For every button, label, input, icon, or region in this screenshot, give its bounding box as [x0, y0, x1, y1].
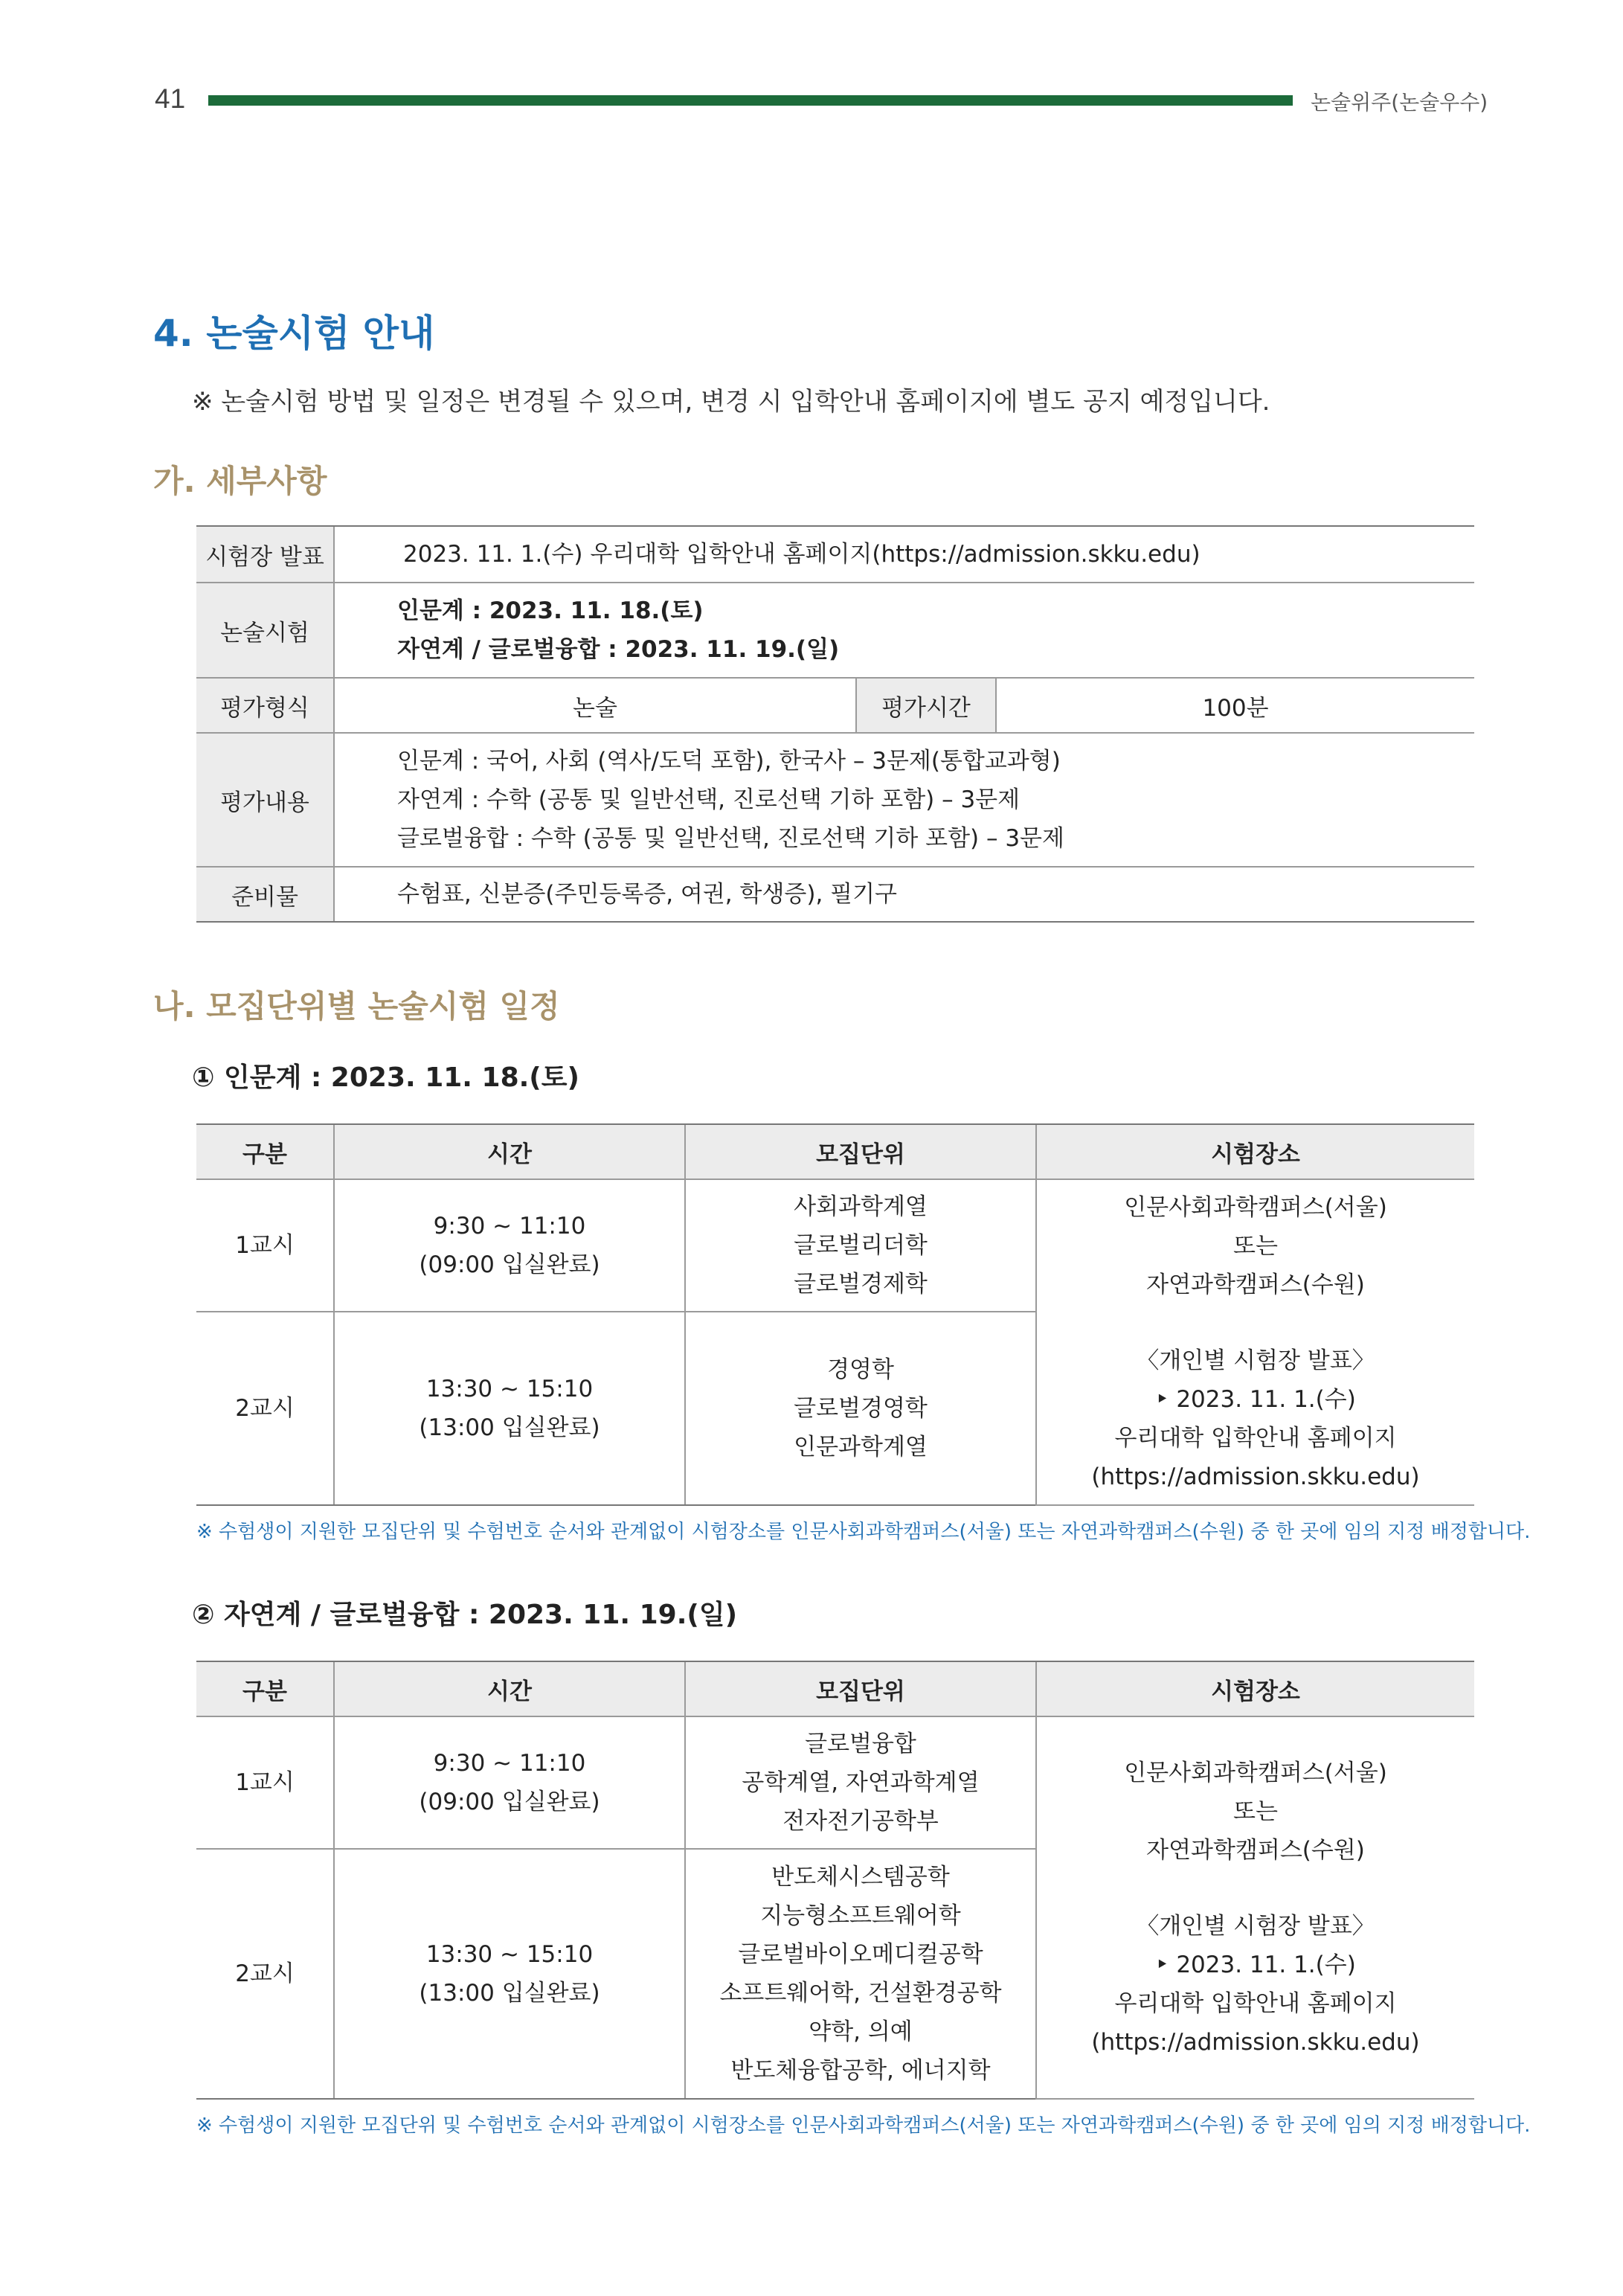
- time-label: 평가시간: [856, 678, 996, 733]
- period-units: [685, 1849, 1036, 2099]
- section-title: 4. 논술시험 안내: [153, 312, 435, 355]
- time-range: 13:30 ~ 15:10: [425, 1376, 594, 1402]
- entry-time: (09:00 입실완료): [419, 1789, 600, 1815]
- unit-item: 소프트웨어학, 건설환경공학: [719, 1980, 1002, 2007]
- time-range: 13:30 ~ 15:10: [425, 1941, 594, 1968]
- unit-item: 약학, 의예: [809, 2018, 913, 2045]
- unit-item: 인문과학계열: [794, 1434, 928, 1460]
- unit-item: 전자전기공학부: [782, 1808, 939, 1835]
- period-label: 1교시: [196, 1716, 334, 1849]
- time-range: 9:30 ~ 11:10: [433, 1213, 586, 1240]
- page-number: 41: [155, 83, 186, 114]
- format-value: 논술: [334, 678, 856, 733]
- place-line: ‣ 2023. 11. 1.(수): [1155, 1952, 1356, 1978]
- place-line: 우리대학 입학안내 홈페이지: [1114, 1990, 1397, 2017]
- place-line: 자연과학캠퍼스(수원): [1146, 1837, 1365, 1864]
- table-header-row: [196, 1661, 1474, 1716]
- content-science: 자연계 : 수학 (공통 및 일반선택, 진로선택 기하 포함) – 3문제: [397, 786, 1021, 813]
- spacer: [1037, 1304, 1474, 1341]
- humanities-schedule-title: ① 인문계 : 2023. 11. 18.(토): [192, 1062, 579, 1093]
- exam-value: [334, 583, 1474, 678]
- col-time: 시간: [334, 1124, 685, 1179]
- exam-place: [1036, 1179, 1474, 1505]
- science-schedule-title: ② 자연계 / 글로벌융합 : 2023. 11. 19.(일): [192, 1600, 738, 1630]
- table-row: [196, 526, 1474, 583]
- place-line: 우리대학 입학안내 홈페이지: [1114, 1425, 1397, 1452]
- exam-science-date: 자연계 / 글로벌융합 : 2023. 11. 19.(일): [397, 636, 840, 663]
- content-label: 평가내용: [196, 733, 334, 867]
- announce-label: 시험장 발표: [196, 526, 334, 583]
- place-line: 또는: [1233, 1798, 1278, 1825]
- table-row: [196, 678, 1474, 733]
- period-units: [685, 1179, 1036, 1312]
- unit-item: 반도체시스템공학: [771, 1864, 950, 1891]
- col-place: 시험장소: [1036, 1661, 1474, 1716]
- period-label: 2교시: [196, 1312, 334, 1505]
- entry-time: (13:00 입실완료): [419, 1414, 600, 1441]
- place-line: 인문사회과학캠퍼스(서울): [1124, 1194, 1387, 1221]
- unit-item: 글로벌바이오메디컬공학: [738, 1941, 983, 1968]
- unit-item: 공학계열, 자연과학계열: [742, 1769, 980, 1796]
- unit-item: 글로벌리더학: [794, 1232, 928, 1259]
- period-time: [334, 1312, 685, 1505]
- unit-item: 지능형소프트웨어학: [760, 1902, 961, 1929]
- col-unit: 모집단위: [685, 1661, 1036, 1716]
- spacer: [1037, 1870, 1474, 1907]
- unit-item: 사회과학계열: [794, 1193, 928, 1220]
- table-row: [196, 583, 1474, 678]
- entry-time: (09:00 입실완료): [419, 1251, 600, 1278]
- prep-value: 수험표, 신분증(주민등록증, 여권, 학생증), 필기구: [334, 867, 1474, 922]
- details-title: 가. 세부사항: [153, 463, 327, 499]
- period-time: [334, 1849, 685, 2099]
- announce-value: 2023. 11. 1.(수) 우리대학 입학안내 홈페이지(https://admission.skku.edu): [334, 526, 1474, 583]
- period-units: [685, 1312, 1036, 1505]
- humanities-footnote: ※ 수험생이 지원한 모집단위 및 수험번호 순서와 관계없이 시험장소를 인문사회과학캠퍼스(서울) 또는 자연과학캠퍼스(수원) 중 한 곳에 임의 지정 배정합니다.: [196, 1521, 1531, 1543]
- exam-label: 논술시험: [196, 583, 334, 678]
- period-label: 1교시: [196, 1179, 334, 1312]
- unit-item: 경영학: [827, 1356, 894, 1383]
- prep-label: 준비물: [196, 867, 334, 922]
- place-line: 〈개인별 시험장 발표〉: [1136, 1347, 1375, 1374]
- table-row: [196, 1716, 1474, 1849]
- col-unit: 모집단위: [685, 1124, 1036, 1179]
- place-line: 〈개인별 시험장 발표〉: [1136, 1913, 1375, 1940]
- table-row: [196, 1179, 1474, 1312]
- unit-item: 반도체융합공학, 에너지학: [730, 2057, 991, 2084]
- science-schedule-table: [196, 1661, 1474, 2100]
- place-line: ‣ 2023. 11. 1.(수): [1155, 1386, 1356, 1413]
- place-line: 인문사회과학캠퍼스(서울): [1124, 1760, 1387, 1786]
- time-range: 9:30 ~ 11:10: [433, 1750, 586, 1777]
- exam-place: [1036, 1716, 1474, 2099]
- schedule-title: 나. 모집단위별 논술시험 일정: [153, 988, 560, 1024]
- period-time: [334, 1179, 685, 1312]
- unit-item: 글로벌경영학: [794, 1395, 928, 1422]
- table-row: [196, 867, 1474, 922]
- col-place: 시험장소: [1036, 1124, 1474, 1179]
- content-value: [334, 733, 1474, 867]
- science-footnote: ※ 수험생이 지원한 모집단위 및 수험번호 순서와 관계없이 시험장소를 인문사회과학캠퍼스(서울) 또는 자연과학캠퍼스(수원) 중 한 곳에 임의 지정 배정합니다.: [196, 2114, 1531, 2137]
- table-header-row: [196, 1124, 1474, 1179]
- header-title: 논술위주(논술우수): [1311, 90, 1488, 115]
- place-line: (https://admission.skku.edu): [1091, 2029, 1420, 2056]
- place-line: 또는: [1233, 1233, 1278, 1260]
- col-time: 시간: [334, 1661, 685, 1716]
- period-label: 2교시: [196, 1849, 334, 2099]
- place-line: 자연과학캠퍼스(수원): [1146, 1272, 1365, 1298]
- details-table: [196, 525, 1474, 923]
- table-row: [196, 733, 1474, 867]
- time-value: 100분: [996, 678, 1474, 733]
- unit-item: 글로벌경제학: [794, 1271, 928, 1298]
- format-label: 평가형식: [196, 678, 334, 733]
- header-bar: [208, 95, 1293, 106]
- humanities-schedule-table: [196, 1123, 1474, 1506]
- content-humanities: 인문계 : 국어, 사회 (역사/도덕 포함), 한국사 – 3문제(통합교과형): [397, 748, 1061, 775]
- unit-item: 글로벌융합: [805, 1731, 916, 1757]
- period-units: [685, 1716, 1036, 1849]
- exam-humanities-date: 인문계 : 2023. 11. 18.(토): [397, 597, 704, 624]
- period-time: [334, 1716, 685, 1849]
- content-global: 글로벌융합 : 수학 (공통 및 일반선택, 진로선택 기하 포함) – 3문제: [397, 825, 1064, 852]
- col-division: 구분: [196, 1124, 334, 1179]
- entry-time: (13:00 입실완료): [419, 1980, 600, 2007]
- place-line: (https://admission.skku.edu): [1091, 1463, 1420, 1490]
- section-notice: ※ 논술시험 방법 및 일정은 변경될 수 있으며, 변경 시 입학안내 홈페이지에 별도 공지 예정입니다.: [192, 387, 1270, 417]
- col-division: 구분: [196, 1661, 334, 1716]
